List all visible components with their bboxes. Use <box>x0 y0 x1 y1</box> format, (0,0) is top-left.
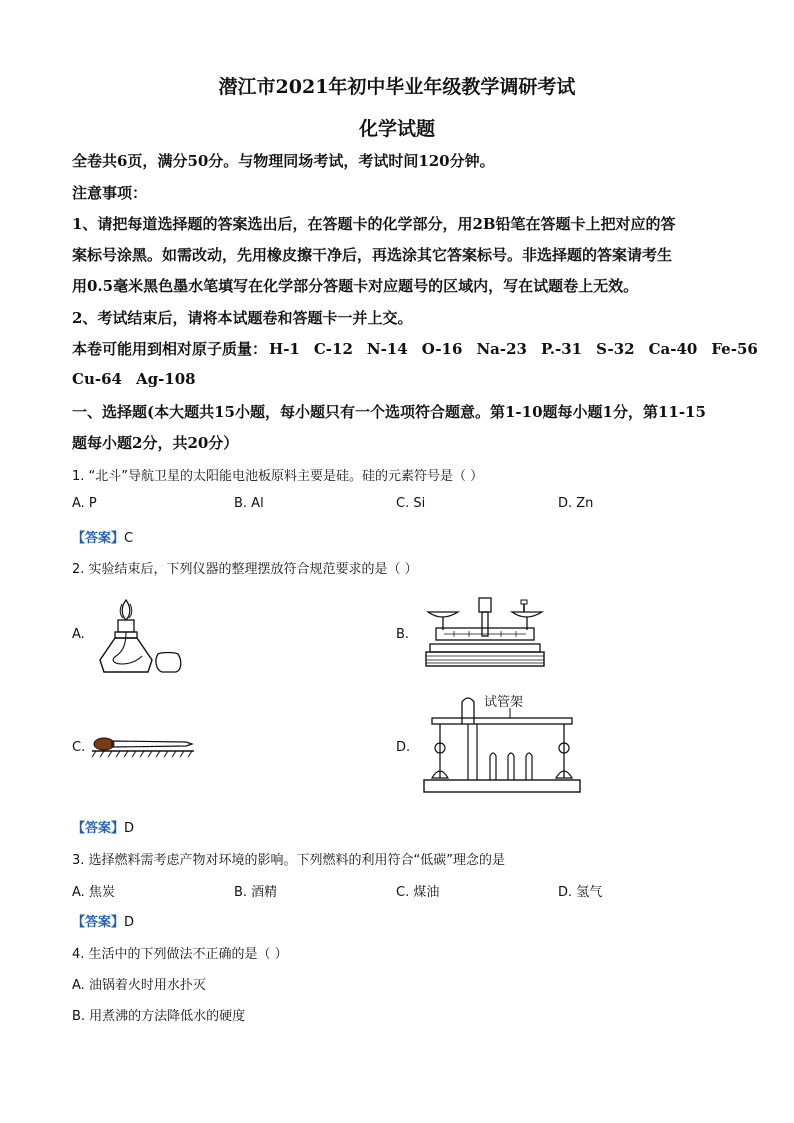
question-2-option-c-label: C. <box>72 740 86 755</box>
mass-ca: Ca-40 <box>648 340 698 358</box>
atomic-mass-label: 本卷可能用到相对原子质量： <box>72 340 268 358</box>
question-1-option-c: C. Si <box>396 496 426 511</box>
question-3-option-c: C. 煤油 <box>396 885 440 900</box>
test-tube-rack-label: 试管架 <box>484 695 524 710</box>
atomic-mass-line-2 <box>72 370 732 388</box>
mass-n: N-14 <box>366 340 408 358</box>
question-3-option-d: D. 氢气 <box>558 885 603 900</box>
mass-s: S-32 <box>596 340 635 358</box>
mass-p: P.-31 <box>540 340 583 358</box>
mass-h: H-1 <box>269 340 300 358</box>
mass-cu: Cu-64 <box>72 370 122 388</box>
exam-info: 全卷共6页，满分50分。与物理同场考试，考试时间120分钟。 <box>72 152 495 170</box>
balance-figure <box>424 594 546 670</box>
question-1-option-d: D. Zn <box>558 496 594 511</box>
question-3-answer: 【答案】D <box>72 915 135 930</box>
question-2-option-b-label: B. <box>396 627 410 642</box>
question-2-option-a-label: A. <box>72 627 85 642</box>
dropper-figure <box>90 734 198 760</box>
question-3-stem: 3. 选择燃料需考虑产物对环境的影响。下列燃料的利用符合“低碳”理念的是 <box>72 853 506 868</box>
note-2: 2、考试结束后，请将本试题卷和答题卡一并上交。 <box>72 309 413 327</box>
question-4-option-b: B. 用煮沸的方法降低水的硬度 <box>72 1009 246 1024</box>
exam-title: 潜江市2021年初中毕业年级教学调研考试 <box>218 76 576 98</box>
question-2-stem: 2. 实验结束后，下列仪器的整理摆放符合规范要求的是（ ） <box>72 562 418 577</box>
mass-o: O-16 <box>421 340 463 358</box>
mass-ag: Ag-108 <box>135 370 196 388</box>
question-2-option-d-label: D. <box>396 740 411 755</box>
question-1-option-b: B. Al <box>234 496 264 511</box>
question-3-option-b: B. 酒精 <box>234 885 278 900</box>
question-4-stem: 4. 生活中的下列做法不正确的是（ ） <box>72 947 288 962</box>
atomic-mass-line-1 <box>72 338 758 359</box>
question-1-stem: 1. “北斗”导航卫星的太阳能电池板原料主要是硅。硅的元素符号是（ ） <box>72 469 484 484</box>
test-tube-rack-figure <box>420 688 584 800</box>
alcohol-lamp-figure <box>92 590 192 680</box>
question-2-answer: 【答案】D <box>72 821 135 836</box>
mass-fe: Fe-56 <box>711 340 758 358</box>
question-3-option-a: A. 焦炭 <box>72 885 115 900</box>
note-1-line-2: 案标号涂黑。如需改动，先用橡皮擦干净后，再选涂其它答案标号。非选择题的答案请考生 <box>72 246 673 264</box>
mass-na: Na-23 <box>476 340 527 358</box>
question-1-answer: 【答案】C <box>72 531 134 546</box>
section-1-heading-line-2: 题每小题2分，共20分） <box>72 434 239 452</box>
question-4-option-a: A. 油锅着火时用水扑灭 <box>72 978 206 993</box>
question-1-option-a: A. P <box>72 496 97 511</box>
exam-subtitle: 化学试题 <box>358 118 435 140</box>
notes-title: 注意事项： <box>72 184 148 202</box>
mass-c: C-12 <box>313 340 353 358</box>
note-1-line-3: 用0.5毫米黑色墨水笔填写在化学部分答题卡对应题号的区域内，写在试题卷上无效。 <box>72 277 639 295</box>
section-1-heading-line-1: 一、选择题(本大题共15小题，每小题只有一个选项符合题意。第1-10题每小题1分，第11-15 <box>72 403 706 421</box>
note-1-line-1: 1、请把每道选择题的答案选出后，在答题卡的化学部分，用2B铅笔在答题卡上把对应的答 <box>72 215 676 233</box>
